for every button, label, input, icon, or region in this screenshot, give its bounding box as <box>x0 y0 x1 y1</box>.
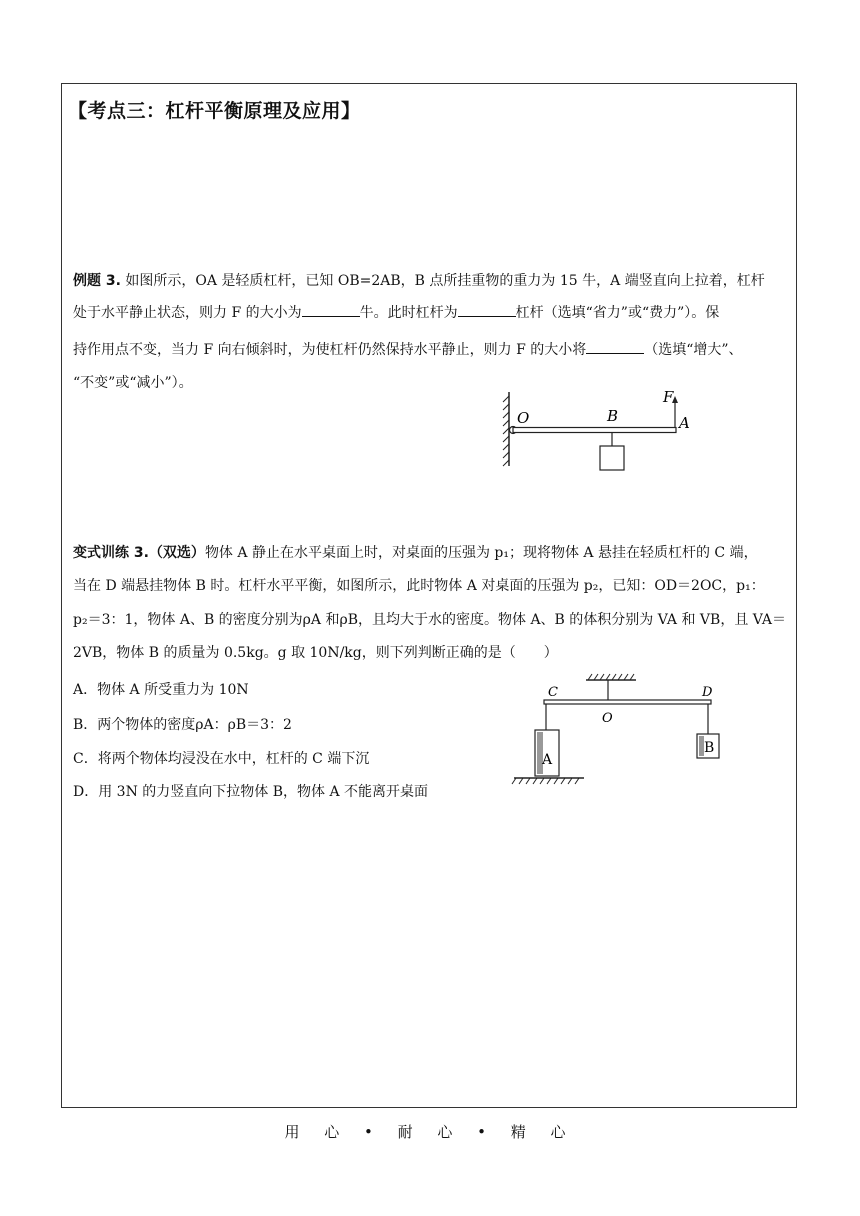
option-d[interactable]: D．用 3N 的力竖直向下拉物体 B，物体 A 不能离开桌面 <box>73 784 429 800</box>
fig2-label-o: O <box>602 711 613 726</box>
answer-blank-1[interactable] <box>302 302 360 317</box>
answer-blank-2[interactable] <box>458 302 516 317</box>
fig2-label-a: A <box>542 752 553 768</box>
example-line-1 <box>73 265 793 297</box>
fig2-label-c: C <box>548 685 558 700</box>
exercise-text-4: 2VB，物体 B 的质量为 0.5kg。g 取 10N/kg，则下列判断正确的是（ ） <box>73 645 558 661</box>
fig2-label-d: D <box>702 685 713 700</box>
lever-figure-2 <box>508 672 728 792</box>
example-line-3 <box>73 334 793 366</box>
exercise-line-2 <box>73 570 793 602</box>
exercise-line-3 <box>73 604 793 636</box>
exercise-text-2: 当在 D 端悬挂物体 B 时。杠杆水平平衡，如图所示，此时物体 A 对桌面的压强为 p₂，已知：OD＝2OC，p₁： <box>73 578 765 594</box>
example-text-3a: 持作用点不变，当力 F 向右倾斜时，为使杠杆仍然保持水平静止，则力 F 的大小将 <box>73 342 587 358</box>
exercise-label: 变式训练 3.（双选） <box>73 545 205 561</box>
fig1-label-b: B <box>607 407 619 425</box>
exercise-line-1 <box>73 537 793 569</box>
section-heading: 【考点三：杠杆平衡原理及应用】 <box>68 100 361 122</box>
lever-figure-1 <box>495 388 700 478</box>
example-text-1: 如图所示，OA 是轻质杠杆，已知 OB=2AB，B 点所挂重物的重力为 15 牛，A 端竖直向上拉着，杠杆 <box>125 273 765 289</box>
exercise-text-3: p₂＝3：1，物体 A、B 的密度分别为ρA 和ρB，且均大于水的密度。物体 A、B 的体积分别为 VA 和 VB，且 VA＝ <box>73 612 787 628</box>
example-text-3b: （选填“增大”、 <box>644 342 743 358</box>
example-text-2a: 处于水平静止状态，则力 F 的大小为 <box>73 305 302 321</box>
example-text-2c: 杠杆（选填“省力”或“费力”）。保 <box>515 305 720 321</box>
option-b[interactable]: B．两个物体的密度ρA：ρB＝3：2 <box>73 717 292 733</box>
page-footer: 用 心 • 耐 心 • 精 心 <box>284 1123 576 1141</box>
fig1-label-o: O <box>517 409 530 427</box>
fig1-label-f: F <box>663 388 674 406</box>
example-text-2b: 牛。此时杠杆为 <box>359 305 458 321</box>
example-text-4: “不变”或“减小”）。 <box>73 375 193 391</box>
exercise-text-1: 物体 A 静止在水平桌面上时，对桌面的压强为 p₁；现将物体 A 悬挂在轻质杠杆的 C 端， <box>204 545 758 561</box>
answer-blank-3[interactable] <box>586 339 644 354</box>
example-label: 例题 3. <box>73 273 121 289</box>
fig1-label-a: A <box>679 414 690 432</box>
fig2-label-b: B <box>704 740 715 756</box>
option-c[interactable]: C．将两个物体均浸没在水中，杠杆的 C 端下沉 <box>73 751 370 767</box>
example-line-2 <box>73 297 793 329</box>
exercise-line-4 <box>73 637 793 669</box>
option-a[interactable]: A．物体 A 所受重力为 10N <box>73 682 249 698</box>
